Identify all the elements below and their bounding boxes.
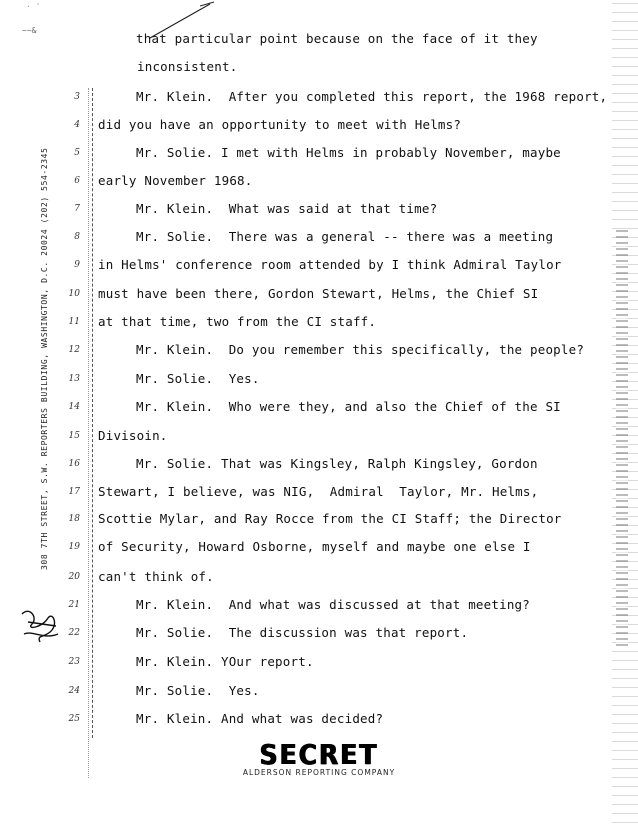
transcript-line [0,624,638,646]
reporter-address: 308 7TH STREET, S.W. REPORTERS BUILDING, WASHINGTON, D.C. 20024 (202) 554-2345 [40,147,49,570]
transcript-line [0,116,638,138]
line-text: Mr. Solie. I met with Helms in probably November, maybe [136,145,561,160]
transcript-line [0,596,638,618]
line-text: Divisoin. [98,428,168,443]
line-text: Mr. Solie. There was a general -- there was a meeting [136,229,554,244]
transcript-line [0,88,638,110]
transcript-line [0,285,638,307]
transcript-line [0,398,638,420]
line-number: 15 [68,431,80,441]
line-text: at that time, two from the CI staff. [98,314,377,329]
line-text: Stewart, I believe, was NIG, Admiral Taylor, Mr. Helms, [98,484,539,499]
line-text: must have been there, Gordon Stewart, Helms, the Chief SI [98,286,539,301]
line-number: 3 [74,92,80,102]
transcript-line [0,538,638,560]
line-text: Mr. Klein. And what was discussed at that meeting? [136,597,531,612]
line-number: 19 [68,542,80,552]
line-text: that particular point because on the face of it they [136,31,538,46]
line-text: Mr. Solie. That was Kingsley, Ralph Kingsley, Gordon [136,456,538,471]
line-text: Mr. Klein. After you completed this report, the 1968 report, [136,89,608,104]
scan-mark: ~~& [22,26,37,35]
transcript-line [0,200,638,222]
line-number: 8 [74,232,80,242]
line-text: Mr. Solie. Yes. [136,371,260,386]
transcript-line [0,172,638,194]
transcript-line [0,144,638,166]
line-text: can't think of. [98,569,214,584]
transcript-line [0,341,638,363]
transcript-line [0,58,638,80]
line-text: Mr. Klein. Do you remember this specifically, the people? [136,342,585,357]
line-number: 18 [68,514,80,524]
line-text: in Helms' conference room attended by I think Admiral Taylor [98,257,562,272]
line-number: 17 [68,487,80,497]
transcript-line [0,370,638,392]
reporting-company: ALDERSON REPORTING COMPANY [242,768,396,777]
transcript-line [0,455,638,477]
line-number: 22 [68,628,80,638]
classification-stamp: SECRET [259,738,379,771]
line-number: 12 [68,345,80,355]
line-text: Mr. Klein. Who were they, and also the Chief of the SI [136,399,561,414]
line-number: 16 [68,459,80,469]
line-number: 7 [74,204,80,214]
transcript-line [0,653,638,675]
transcript-line [0,228,638,250]
line-number: 21 [68,600,80,610]
transcript-line [0,483,638,505]
line-text: Mr. Klein. And what was decided? [136,711,384,726]
line-text: inconsistent. [137,59,238,74]
transcript-line [0,256,638,278]
line-number: 13 [68,374,80,384]
line-number: 20 [68,572,80,582]
transcript-line [0,568,638,590]
transcript-line [0,30,638,52]
line-text: of Security, Howard Osborne, myself and maybe one else I [98,539,531,554]
line-number: 14 [68,402,80,412]
line-number: 5 [74,148,80,158]
line-text: Mr. Solie. Yes. [136,683,260,698]
transcript-line [0,427,638,449]
line-number: 25 [68,714,80,724]
line-text: Mr. Klein. What was said at that time? [136,201,438,216]
transcript-line [0,510,638,532]
line-text: early November 1968. [98,173,253,188]
transcript-line [0,313,638,335]
line-number: 4 [74,120,80,130]
line-number: 6 [74,176,80,186]
line-text: Scottie Mylar, and Ray Rocce from the CI Staff; the Director [98,511,562,526]
transcript-line [0,682,638,704]
line-number: 11 [68,317,80,327]
line-number: 23 [68,657,80,667]
line-text: Mr. Solie. The discussion was that report. [136,625,469,640]
line-text: did you have an opportunity to meet with Helms? [98,117,462,132]
line-number: 10 [68,289,80,299]
line-number: 9 [74,260,80,270]
line-text: Mr. Klein. YOur report. [136,654,314,669]
scan-mark: · ' [26,2,41,11]
transcript-line [0,710,638,732]
line-number: 24 [68,686,80,696]
